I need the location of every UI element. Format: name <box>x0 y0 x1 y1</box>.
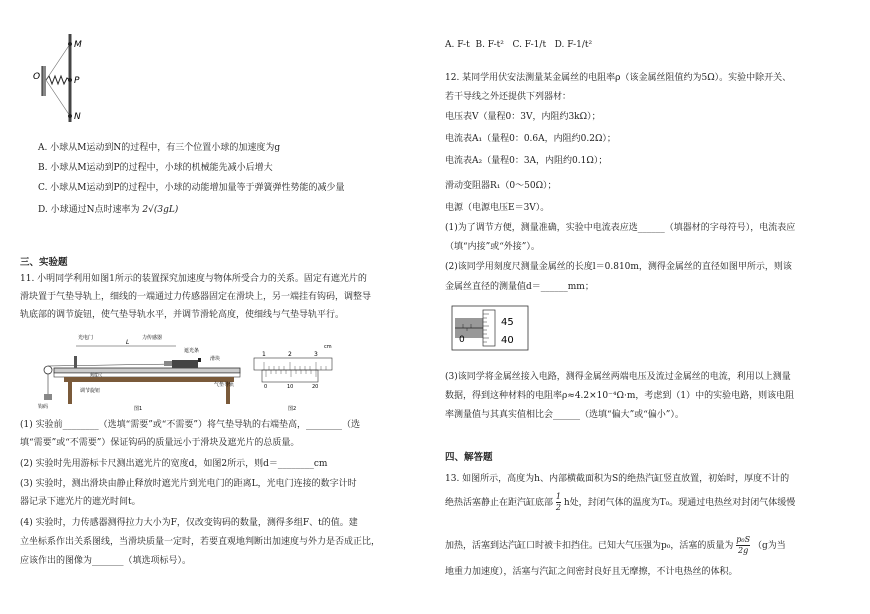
table-top <box>64 377 234 382</box>
label-pump: 气垫导轨 <box>214 382 235 388</box>
label-gate: 光电门 <box>78 335 94 341</box>
q13-line-2 <box>445 492 795 513</box>
label-m: M <box>74 40 82 50</box>
q11-part3-b: 器记录下遮光片的遮光时间t。 <box>20 497 141 507</box>
q11-line-1: 11. 小明同学利用如图1所示的装置探究加速度与物体所受合力的关系。固定有遮光片的 <box>20 274 367 284</box>
q12-line-1: 12. 某同学用伏安法测量某金属丝的电阻率ρ（该金属丝阻值约为5Ω）。实验中除开关、 <box>445 73 792 83</box>
equip-voltmeter: 电压表V（量程0：3V，内阻约3kΩ）； <box>445 112 601 122</box>
vernier-bottom-0: 0 <box>264 384 268 390</box>
q11-line-3: 轨底部的调节旋钮，使气垫导轨水平，并调节滑轮高度，使细线与气垫导轨平行。 <box>20 310 345 320</box>
point-m <box>68 42 72 46</box>
photogate <box>74 356 77 368</box>
q11-part1-b: 填“需要”或“不需要”）保证钩码的质量远小于滑块及遮光片的总质量。 <box>20 438 300 448</box>
label-shade: 遮光条 <box>184 348 200 354</box>
q13-line-2-b: h处，封闭气体的温度为T₀。现通过电热丝对封闭气体缓慢 <box>563 498 796 508</box>
figure-1-caption: 图1 <box>134 406 143 412</box>
equip-ammeter-1: 电流表A₁（量程0：0.6A，内阻约0.2Ω）； <box>445 134 616 144</box>
air-track <box>54 368 240 373</box>
label-knob: 调节旋钮 <box>80 388 101 394</box>
half-denominator: 2 <box>555 503 561 512</box>
q13-fraction-mass <box>736 535 750 556</box>
label-slider: 滑块 <box>210 356 221 362</box>
q13-fraction-half <box>556 492 561 513</box>
force-sensor <box>164 361 172 366</box>
q11-part3-a: (3) 实验时，测出滑块由静止释放时遮光片到光电门的距离L，光电门连接的数字计时 <box>20 479 357 489</box>
ruler-strip <box>54 373 240 377</box>
option-c: C. 小球从M运动到P的过程中，小球的动能增加量等于弹簧弹性势能的减少量 <box>38 183 345 193</box>
vernier-top-3: 3 <box>314 351 318 358</box>
label-ruler: 刻度尺 <box>90 372 102 377</box>
option-b: B. 小球从M运动到P的过程中，小球的机械能先减小后增大 <box>38 163 273 173</box>
q12-part3-b: 数据，得到这种材料的电阻率ρ≈4.2×10⁻⁴Ω·m，考虑到（1）中的实验电路，则该电阻 <box>445 391 795 401</box>
micrometer-40: 40 <box>501 335 514 346</box>
label-o: O <box>33 72 41 82</box>
section-3-title: 三、实验题 <box>20 257 68 268</box>
pulley <box>44 366 52 374</box>
q11-option-a: A. F-t <box>445 40 470 50</box>
q11-part4-a: (4) 实验时，力传感器测得拉力大小为F，仅改变钩码的数量，测得多组F、t的值。建 <box>20 518 358 528</box>
q13-line-3-b: （g为当 <box>752 541 786 551</box>
label-sensor: 力传感器 <box>142 335 163 341</box>
q11-part4-c: 应该作出的图像为_______（填选项标号）。 <box>20 556 192 566</box>
option-a: A. 小球从M运动到N的过程中，有三个位置小球的加速度为g <box>38 143 281 153</box>
shade <box>198 358 201 362</box>
vernier-top-1: 1 <box>262 351 266 358</box>
equip-ammeter-2: 电流表A₂（量程0：3A，内阻约0.1Ω）； <box>445 156 608 166</box>
label-L: L <box>126 339 130 346</box>
micrometer-figure <box>451 304 531 352</box>
option-d-text: D. 小球通过N点时速率为 <box>38 205 140 215</box>
q13-line-4: 地重力加速度），活塞与汽缸之间密封良好且无摩擦，不计电热丝的体积。 <box>445 567 738 577</box>
main-ticks <box>264 362 326 370</box>
q11-part4-b: 立坐标系作出关系图线，当滑块质量一定时，若要直观地判断出加速度与外力是否成正比， <box>20 537 381 547</box>
q11-line-2: 滑块置于气垫导轨上，细线的一端通过力传感器固定在滑块上，另一端挂有钩码，调整导 <box>20 292 372 302</box>
q12-part1-a: (1)为了调节方便，测量准确，实验中电流表应选______（填器材的字母符号），电流表应 <box>445 223 796 233</box>
q12-line-2: 若干导线之外还提供下列器材： <box>445 92 572 102</box>
vernier-bottom-10: 10 <box>287 384 294 390</box>
equip-source: 电源（电源电压E＝3V）。 <box>445 203 550 213</box>
vernier-scale <box>262 370 318 382</box>
equip-rheostat: 滑动变阻器R₁（0～50Ω）； <box>445 181 557 191</box>
vernier-unit: cm <box>324 344 332 350</box>
vernier-bottom-20: 20 <box>312 384 319 390</box>
label-hook: 钩码 <box>38 404 49 410</box>
q12-part2-b: 金属丝直径的测量值d＝______mm； <box>445 282 594 292</box>
q11-option-c: C. F-1/t <box>512 40 547 50</box>
q13-line-2-a: 绝热活塞静止在距汽缸底部 <box>445 498 554 508</box>
micrometer-45: 45 <box>501 317 514 328</box>
hook-weight <box>44 394 52 400</box>
micrometer-thimble <box>483 310 495 346</box>
label-p: P <box>74 76 80 86</box>
q12-part3-c: 率测量值与其真实值相比会______（选填“偏大”或“偏小”）。 <box>445 410 684 420</box>
option-d <box>38 205 178 216</box>
q13-line-3 <box>445 535 786 556</box>
vernier-ticks <box>266 370 316 377</box>
mass-denominator: 2g <box>738 546 749 555</box>
wall <box>42 66 46 96</box>
q12-part2-a: (2)该同学用刻度尺测量金属丝的长度l＝0.810m，测得金属丝的直径如图甲所示，则该 <box>445 262 792 272</box>
label-n: N <box>74 112 81 122</box>
q11-option-d: D. F-1/t² <box>554 40 593 50</box>
micrometer-0: 0 <box>459 335 465 345</box>
q11-part2: (2) 实验时先用游标卡尺测出遮光片的宽度d，如图2所示，则d＝________cm <box>20 459 328 469</box>
spring <box>46 76 70 84</box>
figure-2-caption: 图2 <box>288 406 297 412</box>
spring-figure <box>32 32 112 124</box>
section-4-title: 四、解答题 <box>445 452 493 463</box>
figure-1-air-track <box>34 330 254 412</box>
point-n <box>68 114 72 118</box>
q12-part3-a: (3)该同学将金属丝接入电路，测得金属丝两端电压及流过金属丝的电流，利用以上测量 <box>445 372 791 382</box>
mass-numerator: p₀S <box>736 535 751 544</box>
q13-line-3-a: 加热，活塞到达汽缸口时被卡扣挡住。已知大气压强为p₀，活塞的质量为 <box>445 541 734 551</box>
figure-2-vernier <box>250 340 336 412</box>
point-p <box>68 78 72 82</box>
slider <box>172 360 198 368</box>
option-d-expr: 2√(3gL) <box>142 205 179 215</box>
vernier-top-2: 2 <box>288 351 292 358</box>
q13-line-1: 13. 如图所示，高度为h、内部横截面积为S的绝热汽缸竖直放置，初始时，厚度不计的 <box>445 474 790 484</box>
main-scale <box>254 358 332 370</box>
half-numerator: 1 <box>555 492 561 501</box>
q11-option-b: B. F-t² <box>475 40 504 50</box>
q11-part1-a: (1) 实验前________（选填“需要”或“不需要”）将气垫导轨的右端垫高，________（选 <box>20 420 361 430</box>
q11-options <box>445 40 592 51</box>
q12-part1-b: （填“内接”或“外接”）。 <box>445 242 540 252</box>
